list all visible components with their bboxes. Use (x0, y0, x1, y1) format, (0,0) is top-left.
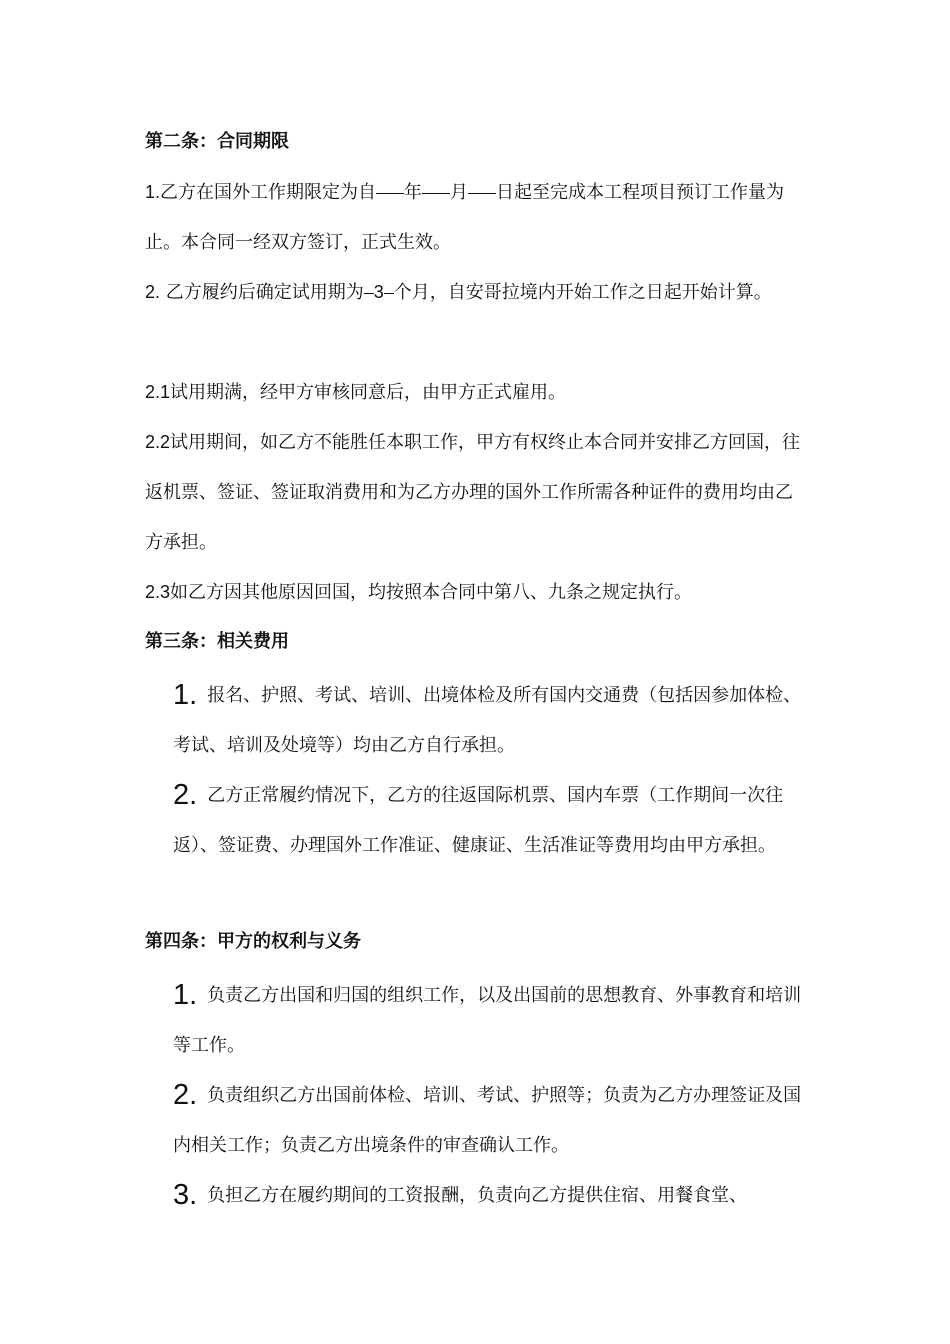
list-number: 3. (173, 1179, 198, 1211)
article3-heading: 第三条：相关费用 (145, 631, 289, 652)
article3-item-2: 2. 乙方正常履约情况下，乙方的往返国际机票、国内车票（工作期间一次往返）、签证费、办理国外工作准证、健康证、生活准证等费用均由甲方承担。 (173, 779, 784, 856)
article4-heading: 第四条：甲方的权利与义务 (145, 931, 361, 952)
article2-paragraph-1: 1.乙方在国外工作期限定为自 年 月 日起至完成本工程项目预订工作量为止。本合同一经双方签订，正式生效。 (145, 182, 785, 253)
day-blank (468, 192, 496, 194)
list-number: 1. (173, 979, 198, 1011)
year-blank (376, 192, 404, 194)
trial-months-value: 3 (373, 282, 384, 302)
article4-item-2: 2. 负责组织乙方出国前体检、培训、考试、护照等；负责为乙方办理签证及国内相关工作；负责乙方出境条件的审查确认工作。 (173, 1079, 802, 1156)
month-blank (422, 192, 450, 194)
article3-item-1: 1. 报名、护照、考试、培训、出境体检及所有国内交通费（包括因参加体检、考试、培训及处境等）均由乙方自行承担。 (173, 679, 802, 756)
list-number: 2. (173, 779, 198, 811)
list-number: 1. (173, 679, 198, 711)
article2-paragraph-2-2: 2.2试用期间，如乙方不能胜任本职工作，甲方有权终止本合同并安排乙方回国，往返机票、签证、签证取消费用和为乙方办理的国外工作所需各种证件的费用均由乙方承担。 (145, 432, 801, 553)
article4-item-3: 3. 负担乙方在履约期间的工资报酬，负责向乙方提供住宿、用餐食堂、 (173, 1179, 748, 1211)
list-number: 2. (173, 1079, 198, 1111)
article2-heading: 第二条：合同期限 (145, 131, 289, 152)
article2-paragraph-2-1: 2.1试用期满，经甲方审核同意后，由甲方正式雇用。 (145, 382, 567, 403)
article2-paragraph-2: 2. 乙方履约后确定试用期为 3 个月，自安哥拉境内开始工作之日起开始计算。 (145, 282, 772, 303)
paragraph-number: 1. (145, 182, 161, 202)
article4-item-1: 1. 负责乙方出国和归国的组织工作，以及出国前的思想教育、外事教育和培训等工作。 (173, 979, 802, 1056)
paragraph-number: 2. (145, 282, 161, 302)
article2-paragraph-2-3: 2.3如乙方因其他原因回国，均按照本合同中第八、九条之规定执行。 (145, 582, 693, 603)
